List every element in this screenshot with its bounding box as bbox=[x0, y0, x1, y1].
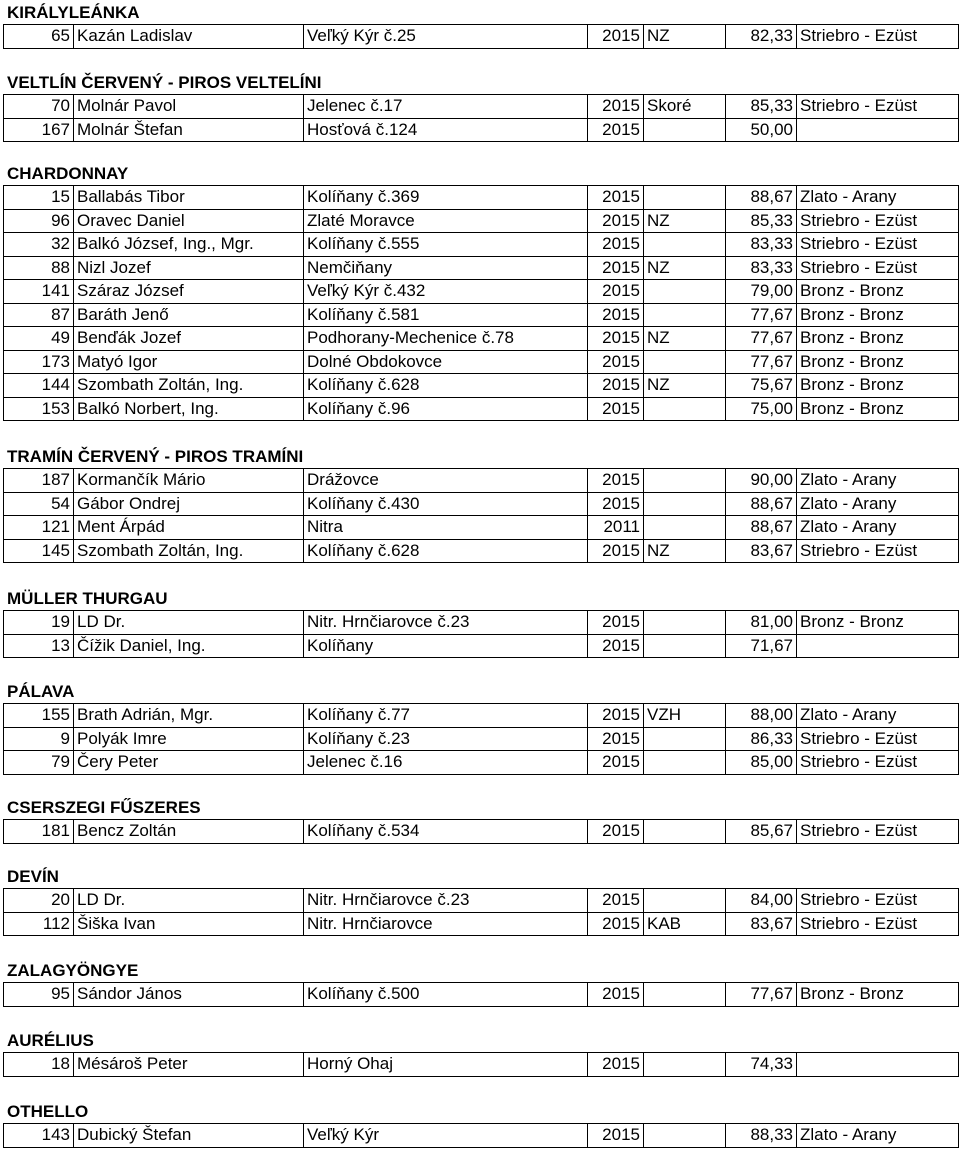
medal-cell: Striebro - Ezüst bbox=[797, 209, 959, 233]
producer-name-cell: Baráth Jenő bbox=[74, 303, 304, 327]
table-row bbox=[4, 539, 959, 563]
producer-name-cell: Kormančík Mário bbox=[74, 469, 304, 493]
vintage-year-cell: 2015 bbox=[588, 280, 644, 304]
producer-address-cell: Nitr. Hrnčiarovce č.23 bbox=[304, 889, 588, 913]
producer-name-cell: Molnár Štefan bbox=[74, 118, 304, 142]
table-row bbox=[4, 118, 959, 142]
table-row bbox=[4, 516, 959, 540]
vintage-year-cell: 2015 bbox=[588, 634, 644, 658]
medal-cell: Striebro - Ezüst bbox=[797, 820, 959, 844]
category-note-cell bbox=[644, 303, 726, 327]
vintage-year-cell: 2015 bbox=[588, 820, 644, 844]
vintage-year-cell: 2015 bbox=[588, 912, 644, 936]
table-row bbox=[4, 280, 959, 304]
score-cell: 83,67 bbox=[726, 912, 797, 936]
score-cell: 90,00 bbox=[726, 469, 797, 493]
table-row bbox=[4, 492, 959, 516]
medal-cell: Bronz - Bronz bbox=[797, 983, 959, 1007]
category-note-cell: NZ bbox=[644, 374, 726, 398]
score-cell: 88,67 bbox=[726, 492, 797, 516]
vintage-year-cell: 2015 bbox=[588, 95, 644, 119]
score-cell: 74,33 bbox=[726, 1053, 797, 1077]
producer-name-cell: Ment Árpád bbox=[74, 516, 304, 540]
vintage-year-cell: 2015 bbox=[588, 374, 644, 398]
score-cell: 50,00 bbox=[726, 118, 797, 142]
sample-number-cell: 144 bbox=[4, 374, 74, 398]
medal-cell: Striebro - Ezüst bbox=[797, 751, 959, 775]
sample-number-cell: 87 bbox=[4, 303, 74, 327]
category-note-cell bbox=[644, 492, 726, 516]
medal-cell: Striebro - Ezüst bbox=[797, 25, 959, 49]
section-title: PÁLAVA bbox=[7, 682, 75, 701]
vintage-year-cell: 2015 bbox=[588, 327, 644, 351]
producer-name-cell: Kazán Ladislav bbox=[74, 25, 304, 49]
category-note-cell bbox=[644, 1124, 726, 1148]
vintage-year-cell: 2015 bbox=[588, 704, 644, 728]
producer-name-cell: Čery Peter bbox=[74, 751, 304, 775]
producer-address-cell: Zlaté Moravce bbox=[304, 209, 588, 233]
table-row bbox=[4, 256, 959, 280]
score-cell: 75,00 bbox=[726, 397, 797, 421]
sample-number-cell: 112 bbox=[4, 912, 74, 936]
medal-cell: Bronz - Bronz bbox=[797, 374, 959, 398]
sample-number-cell: 95 bbox=[4, 983, 74, 1007]
results-table bbox=[3, 1052, 959, 1077]
producer-name-cell: Gábor Ondrej bbox=[74, 492, 304, 516]
vintage-year-cell: 2015 bbox=[588, 256, 644, 280]
producer-address-cell: Jelenec č.17 bbox=[304, 95, 588, 119]
results-table bbox=[3, 610, 959, 658]
section-title: KIRÁLYLEÁNKA bbox=[7, 3, 140, 22]
category-note-cell bbox=[644, 350, 726, 374]
score-cell: 88,67 bbox=[726, 186, 797, 210]
producer-address-cell: Kolíňany č.369 bbox=[304, 186, 588, 210]
score-cell: 77,67 bbox=[726, 303, 797, 327]
producer-address-cell: Kolíňany č.534 bbox=[304, 820, 588, 844]
score-cell: 82,33 bbox=[726, 25, 797, 49]
medal-cell: Zlato - Arany bbox=[797, 516, 959, 540]
producer-name-cell: Čížik Daniel, Ing. bbox=[74, 634, 304, 658]
medal-cell: Striebro - Ezüst bbox=[797, 256, 959, 280]
vintage-year-cell: 2015 bbox=[588, 469, 644, 493]
producer-address-cell: Nitr. Hrnčiarovce bbox=[304, 912, 588, 936]
vintage-year-cell: 2015 bbox=[588, 727, 644, 751]
producer-address-cell: Kolíňany č.500 bbox=[304, 983, 588, 1007]
producer-name-cell: Száraz József bbox=[74, 280, 304, 304]
section-title: TRAMÍN ČERVENÝ - PIROS TRAMÍNI bbox=[7, 447, 304, 466]
score-cell: 77,67 bbox=[726, 327, 797, 351]
vintage-year-cell: 2015 bbox=[588, 233, 644, 257]
section-title: DEVÍN bbox=[7, 867, 59, 886]
producer-name-cell: Szombath Zoltán, Ing. bbox=[74, 539, 304, 563]
table-row bbox=[4, 983, 959, 1007]
table-row bbox=[4, 889, 959, 913]
medal-cell: Bronz - Bronz bbox=[797, 303, 959, 327]
medal-cell: Bronz - Bronz bbox=[797, 611, 959, 635]
vintage-year-cell: 2015 bbox=[588, 118, 644, 142]
category-note-cell bbox=[644, 820, 726, 844]
medal-cell: Striebro - Ezüst bbox=[797, 95, 959, 119]
producer-name-cell: Ballabás Tibor bbox=[74, 186, 304, 210]
category-note-cell bbox=[644, 611, 726, 635]
producer-address-cell: Kolíňany č.430 bbox=[304, 492, 588, 516]
sample-number-cell: 96 bbox=[4, 209, 74, 233]
category-note-cell bbox=[644, 751, 726, 775]
medal-cell: Striebro - Ezüst bbox=[797, 539, 959, 563]
table-row bbox=[4, 751, 959, 775]
producer-name-cell: Balkó Norbert, Ing. bbox=[74, 397, 304, 421]
producer-name-cell: LD Dr. bbox=[74, 611, 304, 635]
producer-address-cell: Nemčiňany bbox=[304, 256, 588, 280]
score-cell: 79,00 bbox=[726, 280, 797, 304]
medal-cell: Zlato - Arany bbox=[797, 704, 959, 728]
score-cell: 77,67 bbox=[726, 350, 797, 374]
table-row bbox=[4, 1053, 959, 1077]
producer-name-cell: Matyó Igor bbox=[74, 350, 304, 374]
score-cell: 81,00 bbox=[726, 611, 797, 635]
producer-address-cell: Kolíňany bbox=[304, 634, 588, 658]
category-note-cell bbox=[644, 186, 726, 210]
medal-cell: Zlato - Arany bbox=[797, 492, 959, 516]
producer-name-cell: Benďák Jozef bbox=[74, 327, 304, 351]
results-table bbox=[3, 703, 959, 775]
sample-number-cell: 65 bbox=[4, 25, 74, 49]
sample-number-cell: 173 bbox=[4, 350, 74, 374]
section-title: ZALAGYÖNGYE bbox=[7, 961, 139, 980]
table-row bbox=[4, 350, 959, 374]
sample-number-cell: 145 bbox=[4, 539, 74, 563]
score-cell: 75,67 bbox=[726, 374, 797, 398]
producer-address-cell: Kolíňany č.555 bbox=[304, 233, 588, 257]
sample-number-cell: 141 bbox=[4, 280, 74, 304]
producer-name-cell: LD Dr. bbox=[74, 889, 304, 913]
section-title: CSERSZEGI FŰSZERES bbox=[7, 798, 201, 817]
category-note-cell bbox=[644, 634, 726, 658]
sample-number-cell: 20 bbox=[4, 889, 74, 913]
sample-number-cell: 187 bbox=[4, 469, 74, 493]
sample-number-cell: 153 bbox=[4, 397, 74, 421]
producer-name-cell: Szombath Zoltán, Ing. bbox=[74, 374, 304, 398]
table-row bbox=[4, 95, 959, 119]
producer-address-cell: Veľký Kýr č.25 bbox=[304, 25, 588, 49]
medal-cell: Bronz - Bronz bbox=[797, 327, 959, 351]
table-row bbox=[4, 704, 959, 728]
medal-cell: Striebro - Ezüst bbox=[797, 727, 959, 751]
table-row bbox=[4, 209, 959, 233]
table-row bbox=[4, 727, 959, 751]
score-cell: 83,33 bbox=[726, 256, 797, 280]
table-row bbox=[4, 327, 959, 351]
category-note-cell bbox=[644, 280, 726, 304]
vintage-year-cell: 2015 bbox=[588, 25, 644, 49]
producer-address-cell: Veľký Kýr bbox=[304, 1124, 588, 1148]
producer-address-cell: Kolíňany č.77 bbox=[304, 704, 588, 728]
sample-number-cell: 155 bbox=[4, 704, 74, 728]
medal-cell: Zlato - Arany bbox=[797, 1124, 959, 1148]
sample-number-cell: 19 bbox=[4, 611, 74, 635]
producer-address-cell: Drážovce bbox=[304, 469, 588, 493]
category-note-cell: NZ bbox=[644, 209, 726, 233]
score-cell: 88,00 bbox=[726, 704, 797, 728]
producer-address-cell: Kolíňany č.628 bbox=[304, 374, 588, 398]
section-title: CHARDONNAY bbox=[7, 164, 129, 183]
score-cell: 85,33 bbox=[726, 209, 797, 233]
vintage-year-cell: 2015 bbox=[588, 539, 644, 563]
table-row bbox=[4, 25, 959, 49]
sample-number-cell: 181 bbox=[4, 820, 74, 844]
producer-address-cell: Kolíňany č.23 bbox=[304, 727, 588, 751]
sample-number-cell: 121 bbox=[4, 516, 74, 540]
vintage-year-cell: 2015 bbox=[588, 889, 644, 913]
category-note-cell bbox=[644, 118, 726, 142]
category-note-cell: NZ bbox=[644, 539, 726, 563]
category-note-cell: NZ bbox=[644, 256, 726, 280]
section-title: OTHELLO bbox=[7, 1102, 89, 1121]
producer-address-cell: Jelenec č.16 bbox=[304, 751, 588, 775]
score-cell: 71,67 bbox=[726, 634, 797, 658]
producer-address-cell: Kolíňany č.96 bbox=[304, 397, 588, 421]
vintage-year-cell: 2015 bbox=[588, 209, 644, 233]
vintage-year-cell: 2015 bbox=[588, 186, 644, 210]
category-note-cell: NZ bbox=[644, 25, 726, 49]
medal-cell bbox=[797, 1053, 959, 1077]
table-row bbox=[4, 469, 959, 493]
table-row bbox=[4, 303, 959, 327]
results-table bbox=[3, 185, 959, 421]
table-row bbox=[4, 1124, 959, 1148]
sample-number-cell: 13 bbox=[4, 634, 74, 658]
vintage-year-cell: 2015 bbox=[588, 611, 644, 635]
results-table bbox=[3, 24, 959, 49]
category-note-cell bbox=[644, 397, 726, 421]
vintage-year-cell: 2015 bbox=[588, 303, 644, 327]
results-table bbox=[3, 94, 959, 142]
producer-address-cell: Veľký Kýr č.432 bbox=[304, 280, 588, 304]
vintage-year-cell: 2015 bbox=[588, 1124, 644, 1148]
category-note-cell bbox=[644, 983, 726, 1007]
producer-name-cell: Polyák Imre bbox=[74, 727, 304, 751]
score-cell: 86,33 bbox=[726, 727, 797, 751]
producer-address-cell: Dolné Obdokovce bbox=[304, 350, 588, 374]
sample-number-cell: 32 bbox=[4, 233, 74, 257]
score-cell: 77,67 bbox=[726, 983, 797, 1007]
producer-name-cell: Šiška Ivan bbox=[74, 912, 304, 936]
vintage-year-cell: 2015 bbox=[588, 492, 644, 516]
category-note-cell: KAB bbox=[644, 912, 726, 936]
category-note-cell: VZH bbox=[644, 704, 726, 728]
score-cell: 85,00 bbox=[726, 751, 797, 775]
category-note-cell bbox=[644, 516, 726, 540]
sample-number-cell: 79 bbox=[4, 751, 74, 775]
producer-name-cell: Molnár Pavol bbox=[74, 95, 304, 119]
producer-address-cell: Nitr. Hrnčiarovce č.23 bbox=[304, 611, 588, 635]
table-row bbox=[4, 634, 959, 658]
medal-cell: Bronz - Bronz bbox=[797, 280, 959, 304]
table-row bbox=[4, 397, 959, 421]
table-row bbox=[4, 233, 959, 257]
producer-name-cell: Bencz Zoltán bbox=[74, 820, 304, 844]
results-table bbox=[3, 819, 959, 844]
vintage-year-cell: 2015 bbox=[588, 983, 644, 1007]
producer-name-cell: Nizl Jozef bbox=[74, 256, 304, 280]
score-cell: 83,67 bbox=[726, 539, 797, 563]
sample-number-cell: 167 bbox=[4, 118, 74, 142]
producer-address-cell: Kolíňany č.628 bbox=[304, 539, 588, 563]
producer-address-cell: Hosťová č.124 bbox=[304, 118, 588, 142]
sample-number-cell: 54 bbox=[4, 492, 74, 516]
producer-address-cell: Kolíňany č.581 bbox=[304, 303, 588, 327]
producer-name-cell: Dubický Štefan bbox=[74, 1124, 304, 1148]
table-row bbox=[4, 912, 959, 936]
sample-number-cell: 18 bbox=[4, 1053, 74, 1077]
category-note-cell bbox=[644, 469, 726, 493]
producer-name-cell: Balkó József, Ing., Mgr. bbox=[74, 233, 304, 257]
category-note-cell: Skoré bbox=[644, 95, 726, 119]
producer-name-cell: Mésároš Peter bbox=[74, 1053, 304, 1077]
medal-cell: Zlato - Arany bbox=[797, 469, 959, 493]
sample-number-cell: 88 bbox=[4, 256, 74, 280]
section-title: MÜLLER THURGAU bbox=[7, 589, 168, 608]
section-title: VELTLÍN ČERVENÝ - PIROS VELTELÍNI bbox=[7, 73, 322, 92]
sample-number-cell: 9 bbox=[4, 727, 74, 751]
producer-address-cell: Horný Ohaj bbox=[304, 1053, 588, 1077]
medal-cell: Striebro - Ezüst bbox=[797, 889, 959, 913]
table-row bbox=[4, 820, 959, 844]
score-cell: 83,33 bbox=[726, 233, 797, 257]
score-cell: 88,33 bbox=[726, 1124, 797, 1148]
sample-number-cell: 70 bbox=[4, 95, 74, 119]
vintage-year-cell: 2015 bbox=[588, 350, 644, 374]
category-note-cell bbox=[644, 727, 726, 751]
score-cell: 85,33 bbox=[726, 95, 797, 119]
producer-name-cell: Oravec Daniel bbox=[74, 209, 304, 233]
medal-cell bbox=[797, 118, 959, 142]
sample-number-cell: 143 bbox=[4, 1124, 74, 1148]
sample-number-cell: 49 bbox=[4, 327, 74, 351]
vintage-year-cell: 2015 bbox=[588, 1053, 644, 1077]
vintage-year-cell: 2015 bbox=[588, 397, 644, 421]
producer-address-cell: Nitra bbox=[304, 516, 588, 540]
table-row bbox=[4, 186, 959, 210]
score-cell: 88,67 bbox=[726, 516, 797, 540]
results-table bbox=[3, 1123, 959, 1148]
medal-cell: Bronz - Bronz bbox=[797, 350, 959, 374]
section-title: AURÉLIUS bbox=[7, 1031, 94, 1050]
table-row bbox=[4, 611, 959, 635]
medal-cell: Bronz - Bronz bbox=[797, 397, 959, 421]
category-note-cell bbox=[644, 233, 726, 257]
producer-name-cell: Brath Adrián, Mgr. bbox=[74, 704, 304, 728]
medal-cell: Zlato - Arany bbox=[797, 186, 959, 210]
vintage-year-cell: 2015 bbox=[588, 751, 644, 775]
results-table bbox=[3, 468, 959, 563]
medal-cell bbox=[797, 634, 959, 658]
score-cell: 84,00 bbox=[726, 889, 797, 913]
results-table bbox=[3, 888, 959, 936]
producer-address-cell: Podhorany-Mechenice č.78 bbox=[304, 327, 588, 351]
category-note-cell bbox=[644, 1053, 726, 1077]
producer-name-cell: Sándor János bbox=[74, 983, 304, 1007]
category-note-cell bbox=[644, 889, 726, 913]
vintage-year-cell: 2011 bbox=[588, 516, 644, 540]
results-table bbox=[3, 982, 959, 1007]
table-row bbox=[4, 374, 959, 398]
category-note-cell: NZ bbox=[644, 327, 726, 351]
score-cell: 85,67 bbox=[726, 820, 797, 844]
sample-number-cell: 15 bbox=[4, 186, 74, 210]
medal-cell: Striebro - Ezüst bbox=[797, 912, 959, 936]
medal-cell: Striebro - Ezüst bbox=[797, 233, 959, 257]
